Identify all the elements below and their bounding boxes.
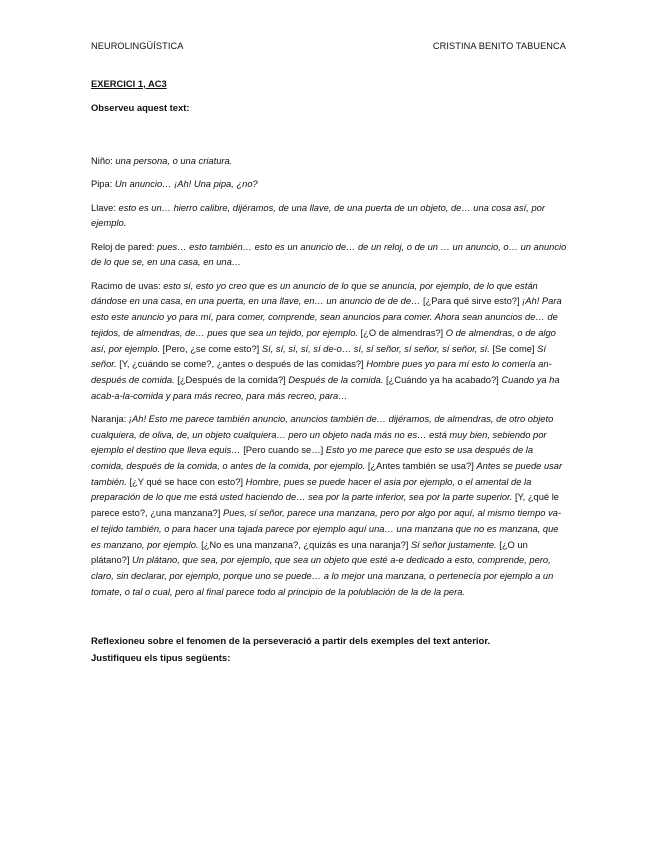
patient-response: Antes se puede usar también. [91, 461, 563, 487]
question-line: Justifiqueu els tipus següents: [91, 652, 231, 664]
examiner-question: [¿No es una manzana?, ¿quizás es una naranja?] [201, 539, 411, 550]
patient-response: ¡Ah! Para esto este anuncio yo para mí, para comer, comprende, sean anuncios para comer. Ahora sean anuncios de… de tejidos, de almendras, de… pues que sea un tejido, por ejemplo. [91, 296, 562, 338]
patient-response: esto es un… hierro calibre, dijéramos, de una llave, de una puerta de un objeto, de… una cosa así, por ejemplo. [91, 202, 545, 229]
examiner-question: [¿Antes también se usa?] [367, 461, 477, 472]
transcript-paragraph [91, 177, 567, 193]
patient-response: Cuando ya ha acab-a-la-comida y para más recreo, para más recreo, para… [91, 374, 560, 401]
speaker-label: Naranja: [91, 413, 129, 424]
speaker-label: Racimo de uvas: [91, 280, 164, 291]
transcript-paragraph [91, 412, 567, 600]
transcript-paragraph [91, 201, 567, 232]
patient-response: Después de la comida. [288, 374, 387, 385]
examiner-question: [Se come] [492, 343, 538, 354]
question-line: Reflexioneu sobre el fenomen de la perseveració a partir dels exemples del text anterior. [91, 636, 491, 648]
patient-response: ¡Ah! Esto me parece también anuncio, anuncios también de… dijéramos, de almendras, de otro objeto cualquiera, de oliva, de, un objeto cualquiera… pero un objeto nada más no es… está muy bien, sebiendo por ejemplo el destino que lleva equis… [91, 413, 554, 456]
examiner-question: [Pero, ¿se come esto?] [162, 343, 262, 354]
patient-response: Sí señor. [91, 343, 546, 370]
examiner-question: [¿Después de la comida?] [177, 374, 289, 385]
speaker-label: Reloj de pared: [91, 241, 157, 252]
examiner-question: [Y, ¿qué le parece esto?, ¿una manzana?] [91, 492, 559, 519]
speaker-label: Llave: [91, 202, 119, 213]
exercise-intro: Observeu aquest text: [91, 102, 190, 114]
transcript-paragraph [91, 279, 567, 405]
header-author: CRISTINA BENITO TABUENCA [432, 41, 566, 51]
patient-response: Hombre pues yo para mí esto lo comería an-después de comida. [91, 359, 552, 385]
patient-response: esto sí, esto yo creo que es un anuncio de lo que se anuncia, por ejemplo, de lo que están dándose en una casa, en una puerta, en una llave, en… un anuncio de de de… [91, 280, 538, 307]
transcript-paragraph [91, 240, 567, 271]
patient-response: Hombre, pues se puede hacer el asia por ejemplo, o el amental de la preparación de lo que me está usted haciendo de… sea por la parte inferior, sea por la parte superior. [91, 476, 532, 503]
examiner-question: [Pero cuando se…] [243, 445, 326, 456]
transcript-paragraph [91, 154, 567, 170]
examiner-question: [¿O un plátano?] [91, 539, 528, 566]
examiner-question: [¿Para qué sirve esto?] [422, 296, 523, 307]
examiner-question: [Y, ¿cuándo se come?, ¿antes o después de las comidas?] [119, 359, 367, 370]
patient-response: Un anuncio… ¡Ah! Una pipa, ¿no? [114, 179, 258, 190]
speaker-label: Pipa: [91, 179, 115, 190]
patient-response: una persona, o una criatura. [115, 156, 233, 167]
exercise-title: EXERCICI 1, AC3 [91, 77, 167, 89]
patient-response: Un plátano, que sea, por ejemplo, que sea un objeto que esté a-e dedicado a esto, comprende, pero, claro, sin declarar, por ejemplo, porque uno se puede… a lo mejor una manzana, o pertenecía por ejemplo a un tomate, o tal o cual, pero al final parece todo al principio de la polublación de la de la pera. [91, 555, 554, 597]
patient-response: Pues, sí señor, parece una manzana, pero por algo por aquí, al mismo tiempo va-el tejido también, o para hacer una tajada parece por ejemplo aquí una… una manzana que no es manzana, que es manzano, por ejemplo. [91, 508, 562, 550]
patient-response: pues… esto también… esto es un anuncio de… de un reloj, o de un … un anuncio, o… un anuncio de lo que se, en una casa, en una… [91, 241, 567, 268]
patient-response: Sí señor justamente. [410, 539, 500, 550]
speaker-label: Niño: [91, 156, 116, 167]
patient-response: Sí, sí, sí, sí, sí de-o… sí, sí señor, sí señor, sí señor, sí. [261, 343, 493, 354]
examiner-question: [¿O de almendras?] [360, 327, 446, 338]
question-block [91, 634, 567, 667]
patient-response: O de almendras, o de algo así, por ejemplo. [91, 327, 556, 354]
header-subject: NEUROLINGÜÍSTICA [91, 41, 184, 51]
examiner-question: [¿Cuándo ya ha acabado?] [386, 374, 502, 385]
examiner-question: [¿Y qué se hace con esto?] [129, 476, 246, 487]
page-header [91, 39, 567, 55]
patient-response: Esto yo me parece que esto se usa después de la comida, después de la comida, o antes de la comida, por ejemplo. [91, 445, 534, 472]
transcript-body [91, 154, 567, 600]
